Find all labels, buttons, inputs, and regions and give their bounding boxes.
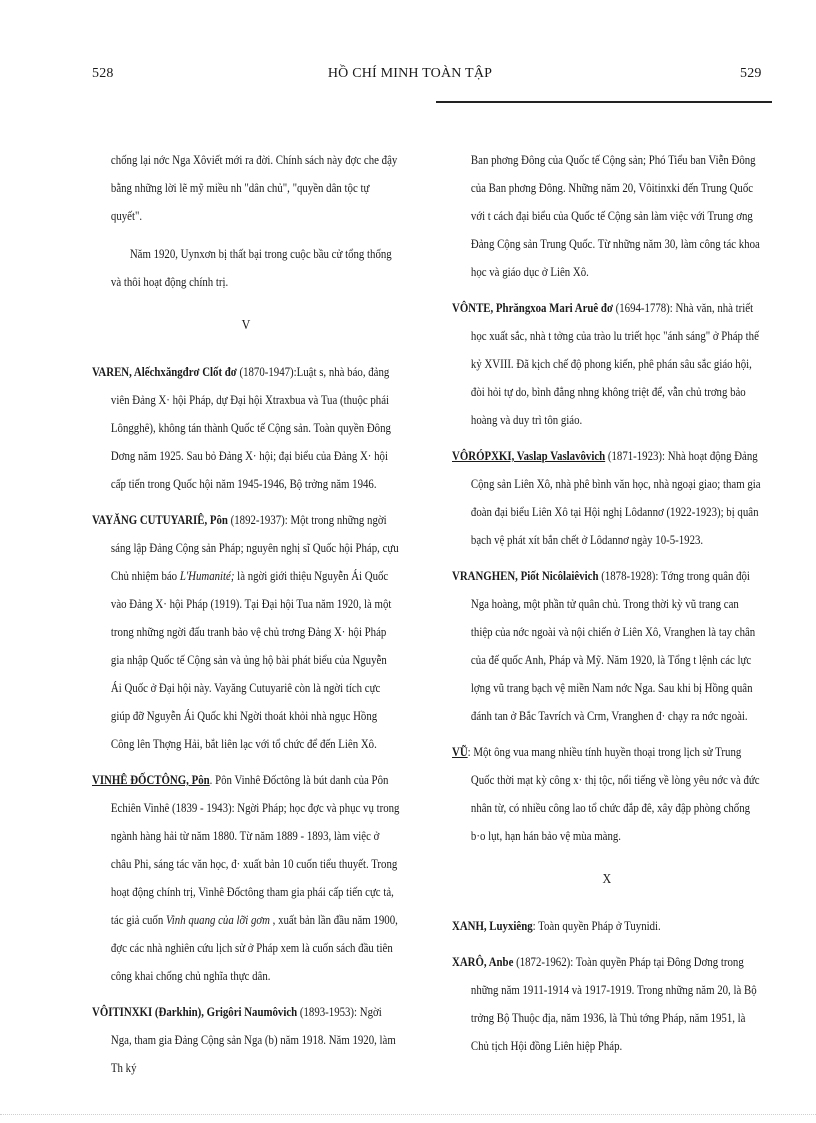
entry-name: VINHÊ ĐỐCTÔNG, Pôn: [92, 773, 210, 787]
entry-text: (1892-1937): Một trong những ngời sáng lập Đảng Cộng sản Pháp; nguyên nghị sĩ Quốc hội Pháp, cựu Chủ nhiệm báo: [110, 513, 399, 583]
entry-text: (1871-1923): Nhà hoạt động Đảng Cộng sản Liên Xô, nhà phê bình văn học, nhà ngoại giao; tham gia đoàn đại biểu Liên Xô tại Hội nghị Lôdannơ (1922-1923); bị quân bạch vệ phát xít bắn chết ở Lôdannơ ngày 10-5-1923.: [470, 449, 761, 547]
section-letter-x: X: [602, 872, 612, 887]
continued-paragraph: chống lại nớc Nga Xôviết mới ra đời. Chính sách này đợc che đậy bằng những lời lẽ mỹ miều nh "dân chủ", "quyền dân tộc tự quyết".: [110, 153, 398, 223]
entry-text: (1872-1962): Toàn quyền Pháp tại Đông Dơng trong những năm 1911-1914 và 1917-1919. Trong những năm 20, là Bộ trởng Bộ Thuộc địa, năm 1936, là Thủ tớng Pháp, năm 1951, là Chủ tịch Hội đồng Liên hiệp Pháp.: [470, 955, 757, 1053]
entry-name: VAYĂNG CUTUYARIÊ, Pôn: [92, 513, 228, 527]
right-column: [452, 146, 762, 1060]
glossary-entry: [452, 442, 762, 554]
glossary-entry: [452, 562, 762, 730]
entry-text: (1694-1778): Nhà văn, nhà triết học xuất sắc, nhà t tởng của trào lu triết học "ánh sáng" ở Pháp thế kỷ XVIII. Đã kịch chế độ phong kiến, phê phán sâu sắc giáo hội, đòi hỏi tự do, bình đẳng nhng không triệt để, vẫn chủ trơng bảo hoàng và duy trì tôn giáo.: [470, 301, 759, 427]
entry-italic-title: L'Humanité;: [179, 569, 235, 583]
entry-name: VÔNTE, Phrăngxoa Mari Aruê đơ: [452, 301, 613, 315]
entry-text: , xuất bản lần đầu năm 1900, đợc các nhà nghiên cứu lịch sử ở Pháp xem là cuốn sách đầu tiên công khai chống chủ nghĩa thực dân.: [110, 913, 398, 983]
glossary-entry: [92, 998, 400, 1082]
glossary-entry: [452, 912, 762, 940]
glossary-entry: [92, 766, 400, 990]
header-rule: [436, 101, 772, 103]
entry-text: . Pôn Vinhê Đốctông là bút danh của Pôn Echiên Vinhê (1839 - 1943): Ngời Pháp; học đợc và phục vụ trong ngành hàng hải từ năm 1880. Từ năm 1889 - 1893, làm việc ở châu Phi, sáng tác văn học, đ· xuất bản 10 cuốn tiểu thuyết. Trong hoạt động chính trị, Vinhê Đốctông tham gia phái cấp tiến cực tả, tác giả cuốn: [110, 773, 400, 927]
glossary-entry: [92, 506, 400, 758]
entry-name: VAREN, Alếchxăngđrơ Clốt đơ: [92, 365, 237, 379]
entry-name: VRANGHEN, Piốt Nicôlaiêvich: [452, 569, 599, 583]
right-page-number: 529: [740, 66, 762, 81]
entry-text: : Toàn quyền Pháp ở Tuynidi.: [532, 919, 661, 933]
running-head-title: HỒ CHÍ MINH TOÀN TẬP: [327, 66, 493, 81]
glossary-entry: [452, 294, 762, 434]
glossary-entry: [452, 948, 762, 1060]
entry-name: XANH, Luyxiêng: [452, 919, 533, 933]
entry-name: XARÔ, Anbe: [452, 955, 514, 969]
continued-paragraph: Ban phơng Đông của Quốc tế Cộng sản; Phó Tiểu ban Viễn Đông của Ban phơng Đông. Những năm 20, Vôitinxki đến Trung Quốc với t cách đại biểu của Quốc tế Cộng sản làm việc với Trung ơng Đảng Cộng sản Trung Quốc. Từ những năm 30, làm công tác khoa học và giáo dục ở Liên Xô.: [470, 153, 760, 279]
glossary-entry: [452, 738, 762, 850]
entry-text: (1870-1947):Luật s, nhà báo, đảng viên Đảng X· hội Pháp, dự Đại hội Xtraxbua và Tua (thuộc phái Lôngghê), không tán thành Quốc tế Cộng sản. Toàn quyền Đông Dơng năm 1925. Sau bỏ Đảng X· hội; đại biểu của Đảng X· hội cấp tiến trong Quốc hội năm 1945-1946, Bộ trởng năm 1946.: [110, 365, 391, 491]
paragraph: Năm 1920, Uynxơn bị thất bại trong cuộc bầu cử tổng thống và thôi hoạt động chính trị.: [110, 247, 392, 289]
entry-text: là ngời giới thiệu Nguyễn Ái Quốc vào Đảng X· hội Pháp (1919). Tại Đại hội Tua năm 1920, là một trong những ngời đấu tranh bảo vệ chủ trơng Đảng X· hội Pháp gia nhập Quốc tế Cộng sản và ủng hộ bài phát biểu của Nguyễn Ái Quốc ở Đại hội này. Vayăng Cutuyariê còn là ngời tích cực giúp đỡ Nguyễn Ái Quốc khi Ngời thoát khỏi nhà ngục Hồng Công lên Thợng Hải, bắt liên lạc với tổ chức để đến Liên Xô.: [110, 569, 392, 751]
glossary-entry: [92, 358, 400, 498]
entry-text: (1893-1953): Ngời Nga, tham gia Đảng Cộng sản Nga (b) năm 1918. Năm 1920, làm Th ký: [110, 1005, 396, 1075]
left-column: [92, 146, 400, 1082]
entry-name: VÔITINXKI (Đarkhin), Grigôri Naumôvich: [92, 1005, 298, 1019]
entry-name: VŨ: [452, 745, 468, 759]
section-letter-v: V: [241, 318, 251, 333]
entry-name: VÔRÓPXKI, Vaslap Vaslavôvich: [452, 449, 606, 463]
entry-italic-title: Vinh quang của lỡi gơm: [165, 913, 270, 927]
entry-text: (1878-1928): Tớng trong quân đội Nga hoàng, một phần tử quân chủ. Trong thời kỳ vũ trang can thiệp của nớc ngoài và nội chiến ở Liên Xô, Vranghen là tay chân của đế quốc Anh, Pháp và Mỹ. Năm 1920, là Tổng t lệnh các lực lợng vũ trang bạch vệ miền Nam nớc Nga. Sau khi bị Hồng quân đánh tan ở Bắc Tavrích và Crm, Vranghen đ· chạy ra nớc ngoài.: [470, 569, 756, 723]
page-bottom-border: [0, 1114, 816, 1115]
entry-text: : Một ông vua mang nhiều tính huyền thoại trong lịch sử Trung Quốc thời mạt kỳ công x· thị tộc, nổi tiếng về lòng yêu nớc và đức nhân từ, có nhiều công lao tổ chức đắp đê, xây đập phòng chống b·o lụt, hạn hán bảo vệ mùa màng.: [467, 745, 760, 843]
left-page-number: 528: [92, 66, 114, 81]
